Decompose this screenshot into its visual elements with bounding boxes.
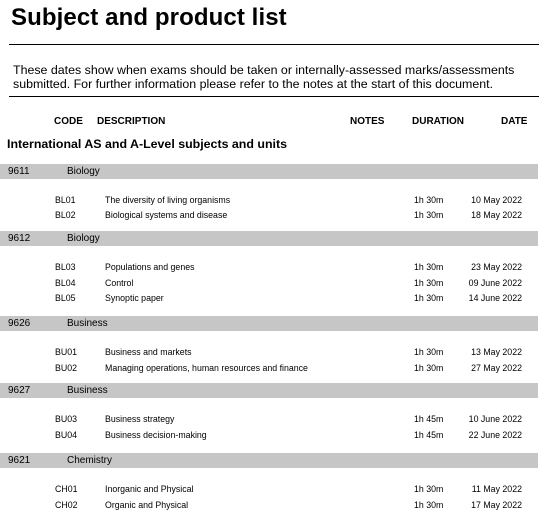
unit-description: Business decision-making [105,430,207,440]
unit-row [0,346,538,359]
unit-code: CH01 [55,484,78,494]
unit-code: BU02 [55,363,78,373]
unit-duration: 1h 30m [414,278,444,288]
intro-text-line-1: These dates show when exams should be taken or internally-assessed marks/assessments [13,63,515,77]
subject-name: Business [67,385,108,396]
unit-date: 11 May 2022 [471,484,522,494]
subject-name: Chemistry [67,455,113,466]
unit-row [0,499,538,512]
intro-text-line-2: submitted. For further information please refer to the notes at the start of this document. [13,77,494,91]
subject-header-row [0,316,538,331]
section-heading: International AS and A-Level subjects and units [7,137,287,151]
unit-row [0,209,538,222]
unit-code: BL01 [55,195,76,205]
unit-date: 17 May 2022 [471,500,522,510]
unit-description: Control [105,278,134,288]
unit-date: 14 June 2022 [468,293,522,303]
subject-header-row [0,383,538,398]
unit-code: BL04 [55,278,76,288]
unit-code: BL02 [55,210,76,220]
unit-code: BU04 [55,430,78,440]
unit-row [0,261,538,274]
unit-date: 10 June 2022 [468,414,522,424]
subject-code: 9612 [8,233,31,244]
unit-description: Synoptic paper [105,293,164,303]
subject-code: 9621 [8,455,31,466]
unit-row [0,362,538,375]
unit-row [0,413,538,426]
unit-duration: 1h 30m [414,484,444,494]
subject-header-row [0,164,538,179]
column-header-duration: DURATION [412,116,465,127]
unit-date: 22 June 2022 [468,430,522,440]
unit-description: Business strategy [105,414,175,424]
unit-description: Business and markets [105,347,192,357]
unit-description: Managing operations, human resources and finance [105,363,308,373]
column-header-code: CODE [54,116,83,127]
subject-name: Biology [67,233,100,244]
unit-code: CH02 [55,500,78,510]
unit-duration: 1h 30m [414,500,444,510]
unit-row [0,429,538,442]
unit-description: Biological systems and disease [105,210,228,220]
unit-duration: 1h 30m [414,363,444,373]
unit-duration: 1h 30m [414,347,444,357]
unit-date: 23 May 2022 [471,262,522,272]
unit-duration: 1h 30m [414,262,444,272]
intro-divider [9,96,539,97]
unit-row [0,483,538,496]
unit-code: BL05 [55,293,76,303]
subject-name: Biology [67,166,100,177]
unit-code: BU01 [55,347,78,357]
unit-date: 10 May 2022 [471,195,522,205]
unit-description: Organic and Physical [105,500,189,510]
column-header-description: DESCRIPTION [97,116,166,127]
subject-header-row [0,453,538,468]
subject-name: Business [67,318,108,329]
unit-row [0,292,538,305]
column-header-date: DATE [501,116,528,127]
unit-description: Populations and genes [105,262,195,272]
unit-date: 18 May 2022 [471,210,522,220]
unit-description: Inorganic and Physical [105,484,194,494]
unit-duration: 1h 45m [414,414,444,424]
unit-date: 27 May 2022 [471,363,522,373]
subject-header-row [0,231,538,246]
unit-row [0,277,538,290]
unit-description: The diversity of living organisms [105,195,231,205]
subject-code: 9627 [8,385,31,396]
unit-code: BU03 [55,414,78,424]
title-divider [9,44,539,45]
unit-date: 09 June 2022 [468,278,522,288]
subject-code: 9626 [8,318,31,329]
unit-duration: 1h 30m [414,195,444,205]
column-header-notes: NOTES [350,116,385,127]
unit-date: 13 May 2022 [471,347,522,357]
subject-code: 9611 [8,166,30,177]
unit-row [0,194,538,207]
unit-duration: 1h 45m [414,430,444,440]
page-title: Subject and product list [11,4,287,31]
unit-duration: 1h 30m [414,210,444,220]
unit-duration: 1h 30m [414,293,444,303]
unit-code: BL03 [55,262,76,272]
